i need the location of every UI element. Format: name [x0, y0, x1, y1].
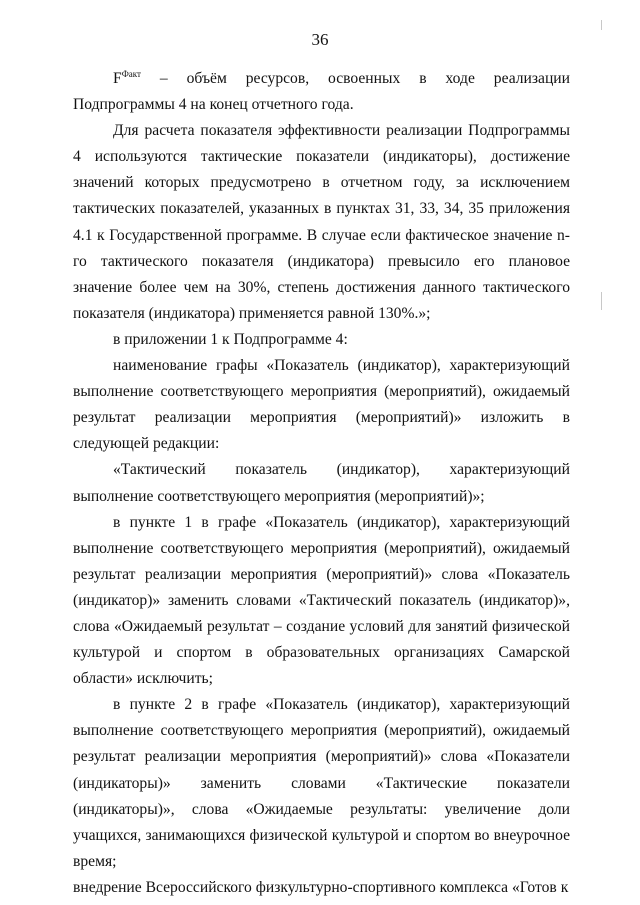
paragraph-appendix-intro: в приложении 1 к Подпрограмме 4:: [113, 330, 348, 348]
paragraph-item-2-continuation: внедрение Всероссийского физкультурно-спортивного комплекса «Готов к: [73, 878, 569, 896]
page-number: 36: [311, 30, 329, 49]
document-body: [73, 66, 570, 901]
paragraph-column-name: наименование графы «Показатель (индикатор), характеризующий выполнение соответствующего мероприятия (мероприятий), ожидаемый результат реализации мероприятия (мероприятий)» изложить в следующей редакции:: [73, 357, 570, 453]
paragraph-item-1: в пункте 1 в графе «Показатель (индикатор), характеризующий выполнение соответствующего мероприятия (мероприятий), ожидаемый результат реализации мероприятия (мероприятий)» слова «Показатель (индикатор)» заменить словами «Тактический показатель (индикатор)», слова «Ожидаемый результат – создание условий для занятий физической культурой и спортом в образовательных организациях Самарской области» исключить;: [73, 513, 570, 688]
paragraph-calculation-method: Для расчета показателя эффективности реализации Подпрограммы 4 используются тактические показатели (индикаторы), достижение значений которых предусмотрено в отчетном году, за исключением тактических показателей, указанных в пунктах 31, 33, 34, 35 приложения 4.1 к Государственной программе. В случае если фактическое значение n-го тактического показателя (индикатора) превысило его плановое значение более чем на 30%, степень достижения данного тактического показателя (индикатора) применяется равной 130%.»;: [73, 122, 570, 322]
paragraph-item-2: в пункте 2 в графе «Показатель (индикатор), характеризующий выполнение соответствующего мероприятия (мероприятий), ожидаемый результат реализации мероприятия (мероприятий)» слова «Показатели (индикаторы)» заменить словами «Тактические показатели (индикаторы)», слова «Ожидаемые результаты: увеличение доли учащихся, занимающихся физической культурой и спортом во внеурочное время;: [73, 696, 570, 870]
scan-edge-mark: [601, 292, 602, 310]
formula-definition-text: – объём ресурсов, освоенных в ходе реализации Подпрограммы 4 на конец отчетного года.: [73, 70, 570, 114]
paragraph-formula-definition: [73, 66, 570, 118]
formula-symbol: F: [113, 70, 122, 87]
paragraph-new-column-name: «Тактический показатель (индикатор), характеризующий выполнение соответствующего мероприятия (мероприятий)»;: [73, 461, 570, 505]
formula-superscript: Факт: [121, 68, 141, 79]
scan-edge-mark: [601, 20, 602, 30]
